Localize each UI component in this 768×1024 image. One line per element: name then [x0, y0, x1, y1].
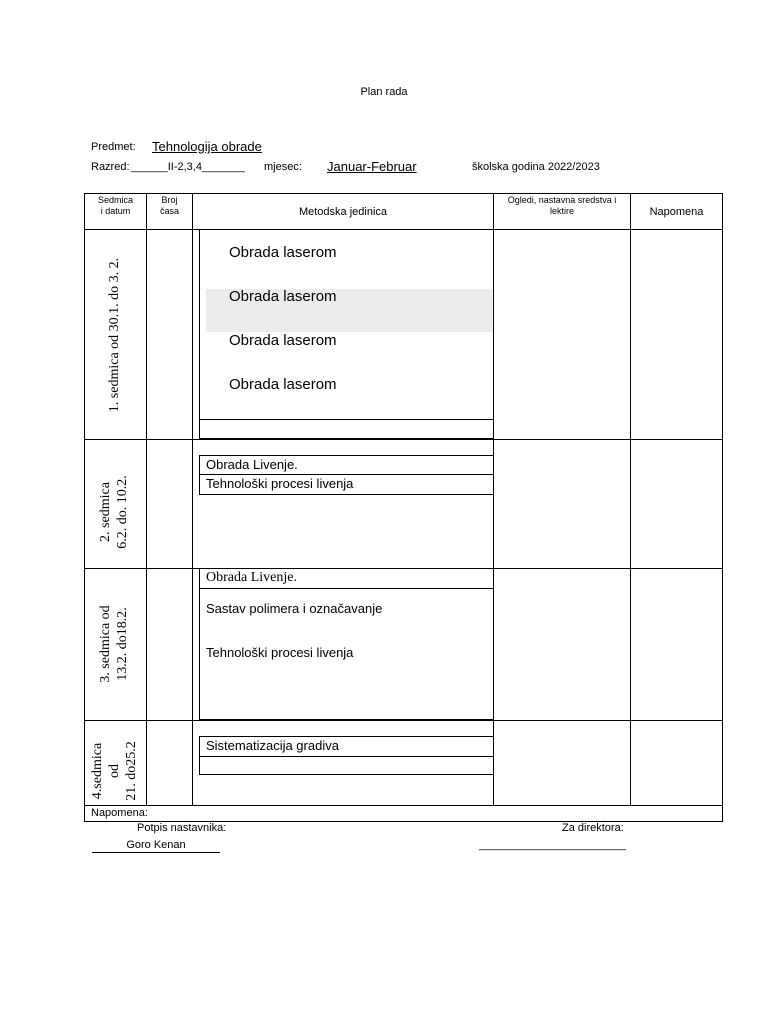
- week-4-label: 4.sedmica od 21. do25.2: [90, 741, 139, 801]
- unit-item: Obrada laserom: [229, 376, 337, 393]
- unit-item: Sastav polimera i označavanje: [206, 601, 383, 616]
- teacher-label: Potpis nastavnika:: [137, 822, 227, 834]
- director-signature-line: ________________________: [479, 839, 626, 851]
- week-2-label: 2. sedmica 6.2. do. 10.2.: [98, 475, 130, 549]
- unit-box-divider: [199, 588, 494, 589]
- unit-item: Obrada laserom: [229, 332, 337, 349]
- teacher-signature-line: [92, 839, 220, 853]
- unit-item: Sistematizacija gradiva: [206, 738, 339, 753]
- unit-item: Obrada Livenje.: [206, 570, 297, 585]
- note-label: Napomena:: [91, 807, 148, 819]
- unit-item: Obrada Livenje.: [206, 457, 298, 472]
- class-label: Razred:: [91, 161, 130, 173]
- director-label: Za direktora:: [562, 822, 624, 834]
- unit-item: Tehnološki procesi livenja: [206, 645, 354, 660]
- unit-box-divider: [199, 756, 494, 757]
- unit-box-divider: [199, 419, 494, 420]
- unit-box-divider: [199, 474, 494, 475]
- header-hours: Broj časa: [159, 195, 179, 216]
- table-border-right: [722, 193, 723, 822]
- row-divider: [84, 720, 723, 721]
- unit-item: Obrada laserom: [229, 244, 337, 261]
- row-divider: [84, 805, 723, 806]
- subject-value: Tehnologija obrade: [152, 139, 262, 154]
- unit-item: Tehnološki procesi livenja: [206, 476, 354, 491]
- month-value: Januar-Februar: [327, 159, 417, 174]
- header-unit: Metodska jedinica: [298, 206, 388, 218]
- school-year: školska godina 2022/2023: [472, 161, 600, 173]
- class-value: ______II-2,3,4_______: [131, 161, 245, 173]
- unit-item: Obrada laserom: [229, 288, 337, 305]
- col-divider: [146, 193, 147, 806]
- col-divider: [192, 193, 193, 806]
- week-4-cell: [85, 722, 146, 805]
- subject-label: Predmet:: [91, 141, 136, 153]
- page-title: Plan rada: [360, 86, 408, 98]
- teacher-name: Goro Kenan: [126, 839, 186, 851]
- week-3-label: 3. sedmica od 13.2. do18.2.: [98, 605, 130, 683]
- month-label: mjesec:: [264, 161, 302, 173]
- header-week-date: Sedmica i datum: [97, 195, 133, 216]
- header-resources: Ogledi, nastavna sredstva i lektire: [507, 195, 617, 216]
- table-border-top: [84, 193, 723, 194]
- row-divider: [84, 439, 723, 440]
- week-1-label: 1. sedmica od 30.1. do 3. 2.: [107, 257, 122, 413]
- header-note: Napomena: [649, 206, 704, 218]
- col-divider: [630, 193, 631, 806]
